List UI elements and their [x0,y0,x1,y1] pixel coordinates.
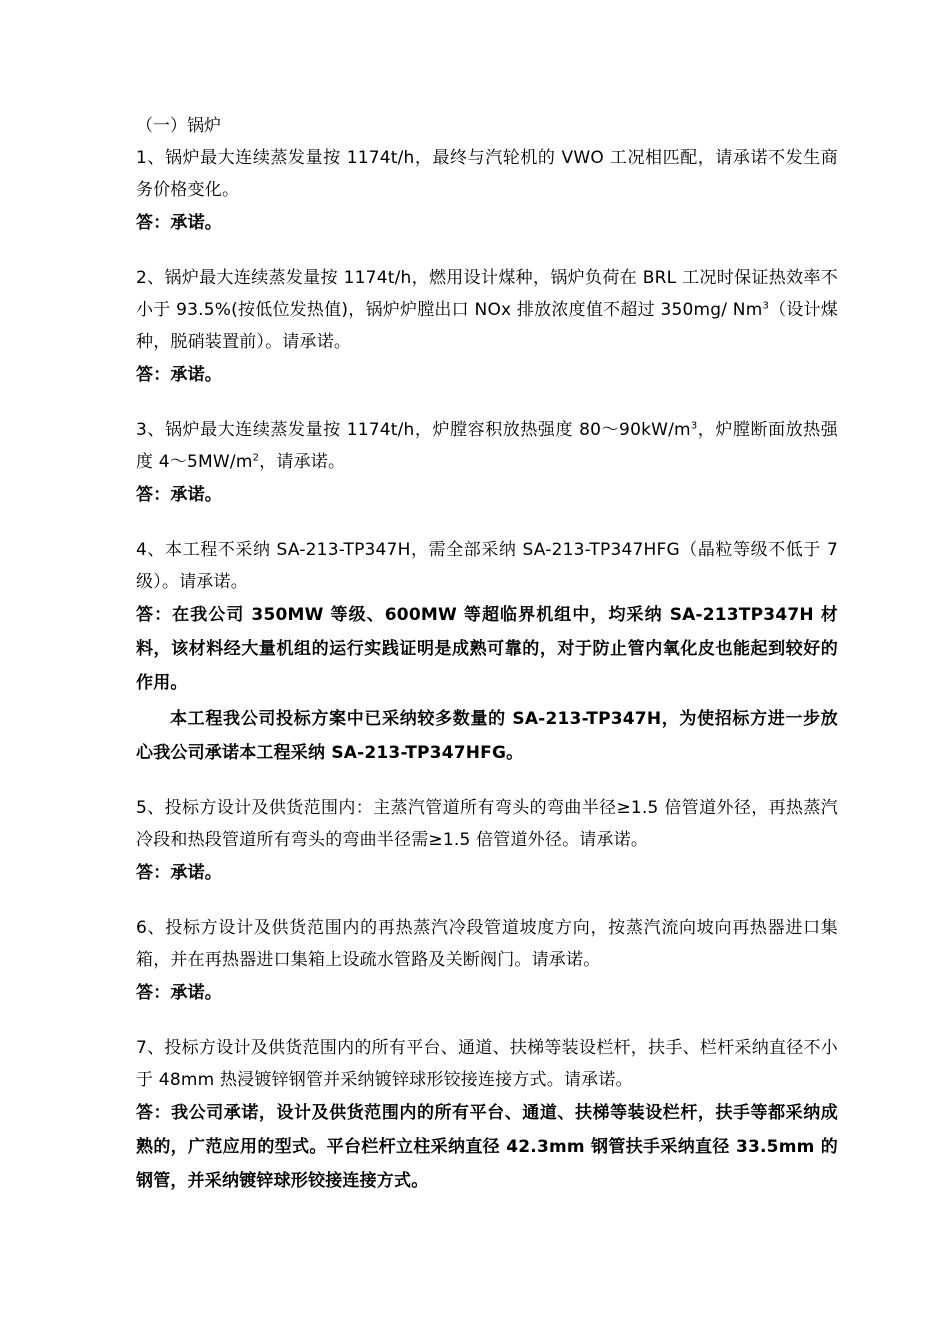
question-3-text-b: ，炉膛断面放热强度 4～5MW/m [136,420,838,472]
qa-item-2 [136,262,838,392]
question-1: 1、锅炉最大连续蒸发量按 1174t/h，最终与汽轮机的 VWO 工况相匹配，请承诺不发生商务价格变化。 [136,148,838,200]
qa-item-3 [136,414,838,512]
question-3-text-c: ，请承诺。 [259,452,346,472]
question-2-text-b: （设计煤种，脱硝装置前）。请承诺。 [136,300,838,352]
qa-item-7 [136,1032,838,1198]
answer-2: 答：承诺。 [136,365,222,385]
question-3-text-a: 3、锅炉最大连续蒸发量按 1174t/h，炉膛容积放热强度 80～90kW/m [136,420,691,440]
section-title: （一）锅炉 [136,116,221,136]
question-2-text-a: 2、锅炉最大连续蒸发量按 1174t/h，燃用设计煤种，锅炉负荷在 BRL 工况时保证热效率不小于 93.5%(按低位发热值)，锅炉炉膛出口 NOx 排放浓度值不超过 350mg/ Nm [136,268,838,320]
document-page [136,110,838,1220]
answer-1: 答：承诺。 [136,213,222,233]
question-4: 4、本工程不采纳 SA-213-TP347H，需全部采纳 SA-213-TP347HFG（晶粒等级不低于 7 级）。请承诺。 [136,540,838,592]
qa-item-5 [136,792,838,890]
question-3-superscript-a: 3 [690,420,698,432]
question-5: 5、投标方设计及供货范围内：主蒸汽管道所有弯头的弯曲半径≥1.5 倍管道外径，再热蒸汽冷段和热段管道所有弯头的弯曲半径需≥1.5 倍管道外径。请承诺。 [136,798,838,850]
answer-5: 答：承诺。 [136,863,222,883]
question-2-superscript: 3 [762,300,770,312]
qa-item-6 [136,912,838,1010]
question-6: 6、投标方设计及供货范围内的再热蒸汽冷段管道坡度方向，按蒸汽流向坡向再热器进口集箱，并在再热器进口集箱上设疏水管路及关断阀门。请承诺。 [136,918,838,970]
answer-7: 答：我公司承诺，设计及供货范围内的所有平台、通道、扶梯等装设栏杆，扶手等都采纳成熟的，广范应用的型式。平台栏杆立柱采纳直径 42.3mm 钢管扶手采纳直径 33.5mm 的钢管，并采纳镀锌球形铰接连接方式。 [136,1103,838,1191]
question-3 [136,414,838,478]
question-7: 7、投标方设计及供货范围内的所有平台、通道、扶梯等装设栏杆，扶手、栏杆采纳直径不小于 48mm 热浸镀锌钢管并采纳镀锌球形铰接连接方式。请承诺。 [136,1038,838,1090]
question-2 [136,262,838,358]
qa-item-1 [136,142,838,240]
answer-4-continued: 本工程我公司投标方案中已采纳较多数量的 SA-213-TP347H，为使招标方进一步放心我公司承诺本工程采纳 SA-213-TP347HFG。 [136,709,838,763]
answer-4: 答：在我公司 350MW 等级、600MW 等超临界机组中，均采纳 SA-213TP347H 材料，该材料经大量机组的运行实践证明是成熟可靠的，对于防止管内氧化皮也能起到较好的作用。 [136,605,838,693]
question-3-superscript-b: 2 [252,452,260,464]
qa-item-4 [136,534,838,770]
answer-6: 答：承诺。 [136,983,222,1003]
answer-3: 答：承诺。 [136,485,222,505]
